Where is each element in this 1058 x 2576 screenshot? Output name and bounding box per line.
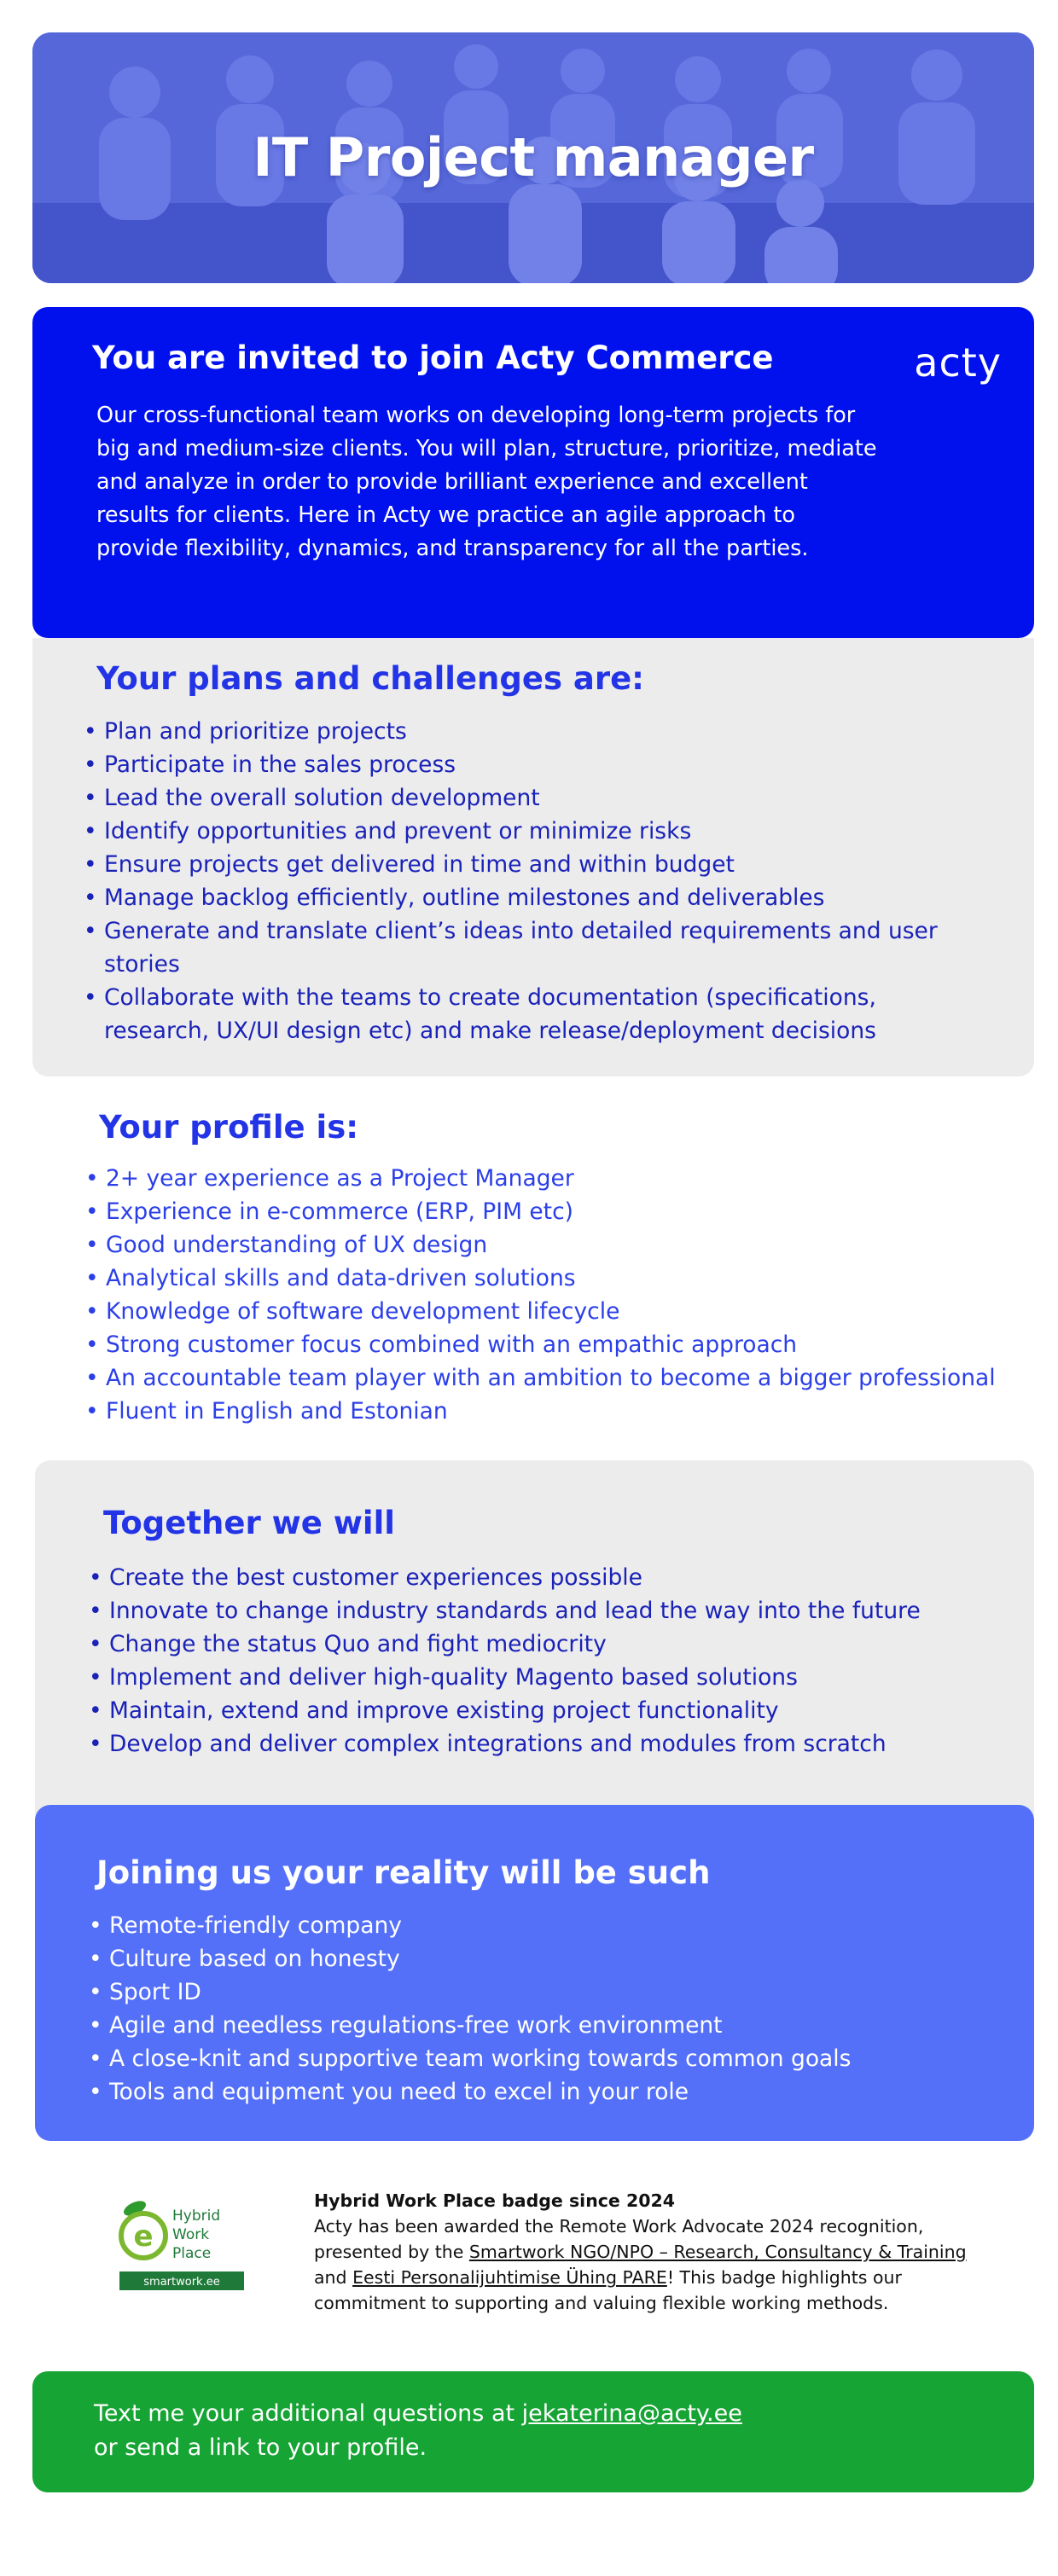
- list-item: • Maintain, extend and improve existing project functionality: [89, 1694, 1019, 1727]
- profile-title: Your profile is:: [99, 1109, 359, 1146]
- badge-title: Hybrid Work Place badge since 2024: [314, 2190, 676, 2211]
- badge-logo-line1: Hybrid: [172, 2208, 221, 2225]
- badge-section: [32, 2179, 1034, 2324]
- list-item: • Collaborate with the teams to create documentation (specifications, research, UX/UI design etc) and make release/deployment decisions: [84, 981, 988, 1047]
- hybrid-work-place-badge-icon: [109, 2190, 246, 2300]
- list-item: • 2+ year experience as a Project Manager: [85, 1162, 1032, 1195]
- profile-list: [85, 1162, 1032, 1428]
- plans-list: [84, 715, 988, 1047]
- badge-text-part: and: [314, 2267, 353, 2288]
- contact-line-2: or send a link to your profile.: [94, 2434, 427, 2461]
- badge-text-part: ! This badge highlights our commitment to supporting and valuing flexible working methods.: [314, 2267, 902, 2313]
- email-link[interactable]: jekaterina@acty.ee: [521, 2400, 742, 2427]
- list-item: • Ensure projects get delivered in time and within budget: [84, 848, 988, 881]
- list-item: • An accountable team player with an ambition to become a bigger professional: [85, 1361, 1032, 1395]
- list-item: • Manage backlog efficiently, outline milestones and deliverables: [84, 881, 988, 914]
- together-title: Together we will: [103, 1505, 395, 1541]
- reality-section: [35, 1805, 1034, 2141]
- list-item: • Agile and needless regulations-free work environment: [89, 2009, 1010, 2042]
- list-item: • Fluent in English and Estonian: [85, 1395, 1032, 1428]
- pare-link[interactable]: Eesti Personalijuhtimise Ühing PARE: [352, 2267, 667, 2288]
- contact-section: [32, 2371, 1034, 2492]
- list-item: • Remote-friendly company: [89, 1909, 1010, 1942]
- list-item: • Plan and prioritize projects: [84, 715, 988, 748]
- smartwork-link[interactable]: Smartwork NGO/NPO – Research, Consultancy & Training: [468, 2242, 967, 2262]
- list-item: • Analytical skills and data-driven solutions: [85, 1262, 1032, 1295]
- invite-title: You are invited to join Acty Commerce: [92, 339, 774, 376]
- page-title: IT Project manager: [253, 126, 814, 189]
- profile-section: [32, 1100, 1034, 1442]
- acty-logo: acty: [914, 339, 1002, 386]
- plans-title: Your plans and challenges are:: [96, 660, 644, 697]
- badge-text-part: Acty has been awarded the Remote Work Advocate 2024 recognition, presented by the: [314, 2216, 924, 2262]
- badge-logo-line3: Place: [172, 2245, 212, 2262]
- list-item: • Culture based on honesty: [89, 1942, 1010, 1976]
- list-item: • Change the status Quo and fight mediocrity: [89, 1627, 1019, 1661]
- together-section: [35, 1460, 1034, 1819]
- reality-title: Joining us your reality will be such: [96, 1854, 711, 1891]
- list-item: • Identify opportunities and prevent or minimize risks: [84, 815, 988, 848]
- list-item: • Implement and deliver high-quality Magento based solutions: [89, 1661, 1019, 1694]
- badge-description: [314, 2188, 997, 2316]
- list-item: • Generate and translate client’s ideas into detailed requirements and user stories: [84, 914, 988, 981]
- list-item: • Lead the overall solution development: [84, 781, 988, 815]
- list-item: • Develop and deliver complex integrations and modules from scratch: [89, 1727, 1019, 1761]
- svg-text:e: e: [133, 2219, 154, 2254]
- list-item: • Participate in the sales process: [84, 748, 988, 781]
- together-list: [89, 1561, 1019, 1761]
- invite-section: [32, 307, 1034, 638]
- list-item: • Experience in e-commerce (ERP, PIM etc): [85, 1195, 1032, 1228]
- list-item: • Good understanding of UX design: [85, 1228, 1032, 1262]
- reality-list: [89, 1909, 1010, 2109]
- list-item: • Innovate to change industry standards and lead the way into the future: [89, 1594, 1019, 1627]
- list-item: • A close-knit and supportive team working towards common goals: [89, 2042, 1010, 2075]
- list-item: • Create the best customer experiences possible: [89, 1561, 1019, 1594]
- list-item: • Strong customer focus combined with an empathic approach: [85, 1328, 1032, 1361]
- invite-body: Our cross-functional team works on developing long-term projects for big and medium-size clients. You will plan, structure, prioritize, mediate and analyze in order to provide brilliant experience and excellent results for clients. Here in Acty we practice an agile approach to provide flexibility, dynamics, and transparency for all the parties.: [96, 403, 877, 561]
- plans-section: [32, 638, 1034, 1076]
- list-item: • Tools and equipment you need to excel in your role: [89, 2075, 1010, 2109]
- list-item: • Knowledge of software development lifecycle: [85, 1295, 1032, 1328]
- badge-logo-footer: smartwork.ee: [143, 2276, 220, 2289]
- hero-banner: [32, 32, 1034, 283]
- contact-text: Text me your additional questions at: [94, 2400, 522, 2427]
- contact-line-1: [94, 2397, 742, 2431]
- badge-logo-line2: Work: [172, 2226, 210, 2243]
- list-item: • Sport ID: [89, 1976, 1010, 2009]
